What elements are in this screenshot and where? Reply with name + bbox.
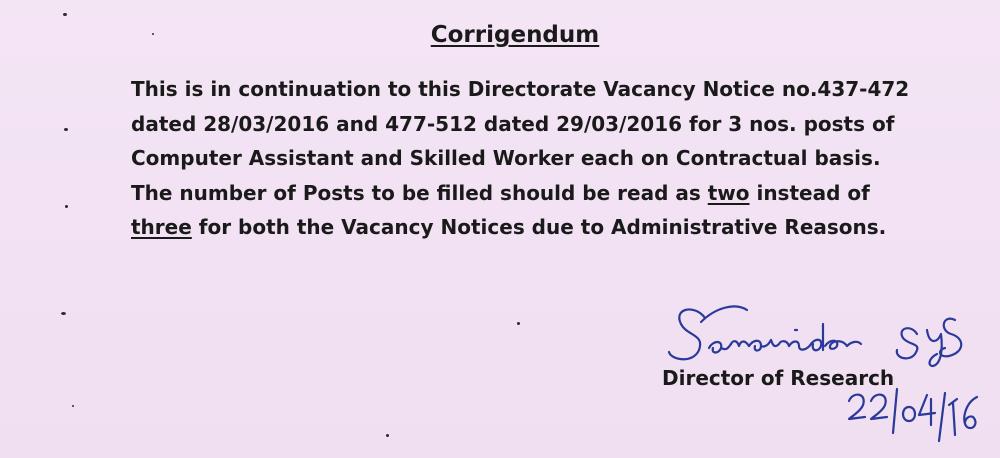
document-title: Corrigendum bbox=[430, 22, 600, 48]
paper-speck bbox=[64, 128, 68, 131]
notice-line bbox=[131, 210, 911, 245]
notice-line: dated 28/03/2016 and 477-512 dated 29/03/2016 for 3 nos. posts of bbox=[131, 111, 895, 136]
paper-speck bbox=[517, 322, 520, 325]
notice-body bbox=[131, 72, 911, 245]
paper-speck bbox=[63, 13, 67, 16]
handwritten-signature-date bbox=[845, 385, 985, 445]
notice-line: This is in continuation to this Directorate Vacancy Notice no.437-472 bbox=[131, 77, 910, 101]
signatory-designation: Director of Research bbox=[662, 366, 895, 390]
underlined-word: two bbox=[707, 180, 750, 205]
paper-speck bbox=[386, 434, 389, 437]
underlined-word: three bbox=[131, 215, 192, 239]
notice-text: The number of Posts to be filled should be read as bbox=[131, 180, 708, 205]
handwritten-signature bbox=[665, 300, 995, 370]
paper-speck bbox=[61, 312, 66, 315]
notice-text: for both the Vacancy Notices due to Administrative Reasons. bbox=[191, 215, 887, 239]
notice-line: Computer Assistant and Skilled Worker each on Contractual basis. bbox=[131, 146, 881, 170]
paper-speck bbox=[65, 205, 68, 208]
paper-speck bbox=[72, 405, 74, 407]
notice-line bbox=[131, 176, 911, 211]
notice-text: instead of bbox=[749, 180, 870, 205]
